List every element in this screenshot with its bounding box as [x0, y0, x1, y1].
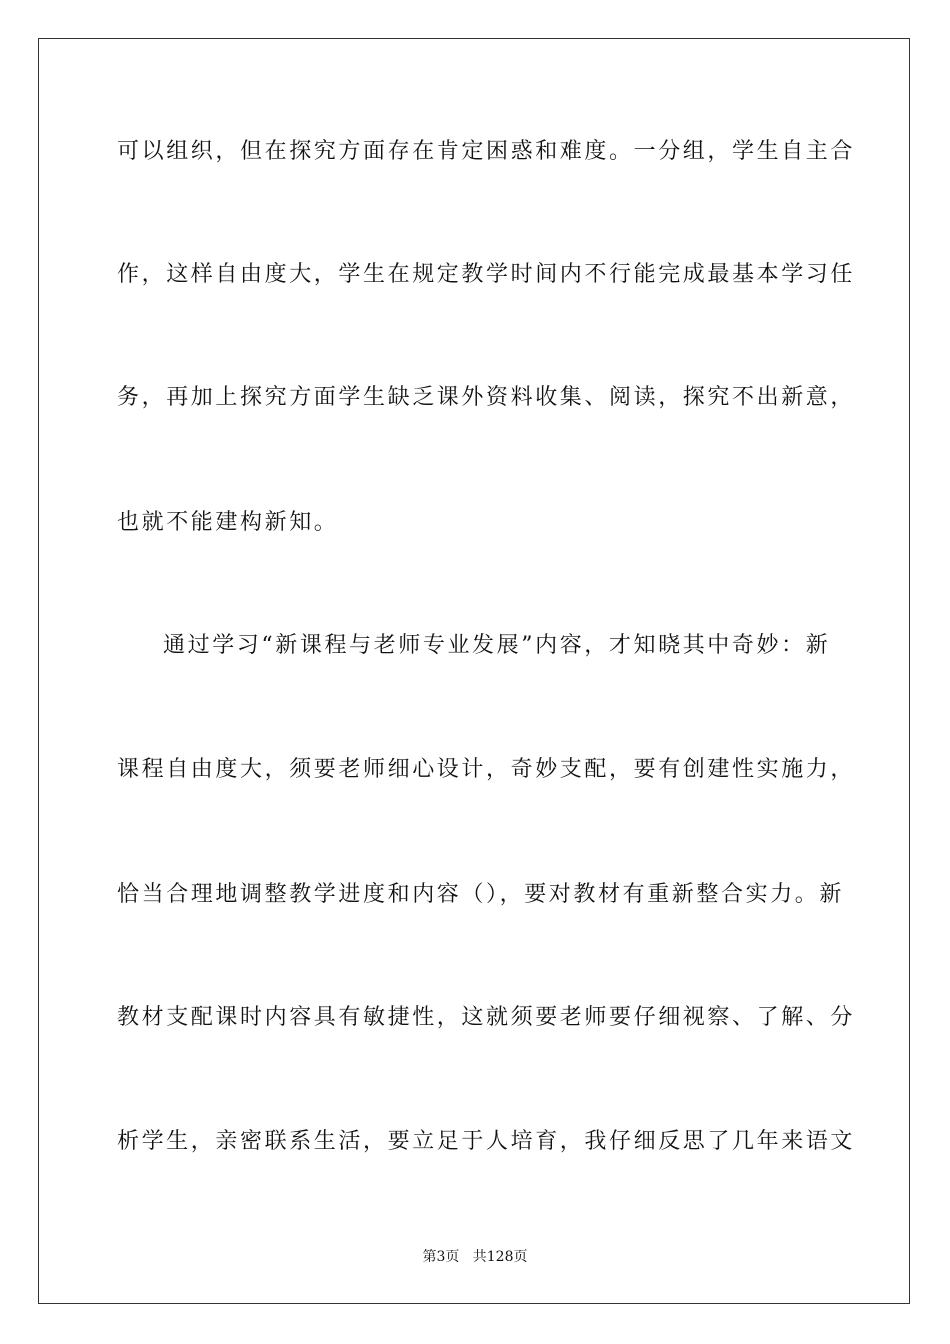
text-line-1: 可以组织，但在探究方面存在肯定困惑和难度。一分组，学生自主合 [117, 139, 856, 164]
page-border [38, 38, 910, 1304]
text-line-6: 课程自由度大，须要老师细心设计，奇妙支配，要有创建性实施力， [117, 757, 856, 782]
text-line-7: 恰当合理地调整教学进度和内容（），要对教材有重新整合实力。新 [117, 882, 845, 907]
text-line-4: 也就不能建构新知。 [117, 510, 339, 535]
text-line-2: 作，这样自由度大，学生在规定教学时间内不行能完成最基本学习任 [117, 262, 856, 287]
text-line-3: 务，再加上探究方面学生缺乏课外资料收集、阅读，探究不出新意， [117, 385, 856, 410]
text-line-8: 教材支配课时内容具有敏捷性，这就须要老师要仔细视察、了解、分 [117, 1005, 856, 1030]
text-line-9: 析学生，亲密联系生活，要立足于人培育，我仔细反思了几年来语文 [117, 1129, 856, 1154]
page-number-footer: 第3页 共128页 [422, 1249, 528, 1265]
paragraph-start-line: 通过学习“新课程与老师专业发展”内容，才知晓其中奇妙：新 [163, 633, 831, 658]
